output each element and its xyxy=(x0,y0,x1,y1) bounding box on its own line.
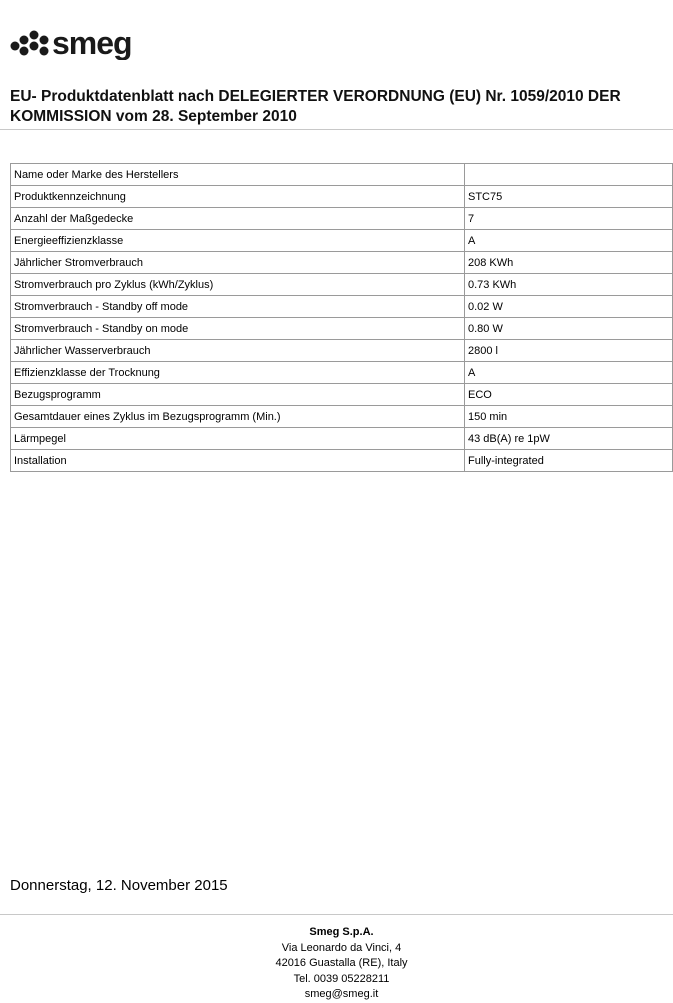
spec-value: 150 min xyxy=(465,406,673,428)
spec-label: Anzahl der Maßgedecke xyxy=(11,208,465,230)
phone-number: Tel. 0039 05228211 xyxy=(293,972,390,985)
table-row xyxy=(11,274,673,296)
spec-value: 0.02 W xyxy=(465,296,673,318)
table-row xyxy=(11,208,673,230)
address-city: 42016 Guastalla (RE), Italy xyxy=(275,957,408,969)
spec-label: Stromverbrauch - Standby on mode xyxy=(11,318,465,340)
spec-value: A xyxy=(465,362,673,384)
table-row xyxy=(11,406,673,428)
table-row xyxy=(11,362,673,384)
page-title: EU- Produktdatenblatt nach DELEGIERTER VERORDNUNG (EU) Nr. 1059/2010 DER KOMMISSION vom 28. September 2010 xyxy=(10,88,621,125)
spec-label: Stromverbrauch pro Zyklus (kWh/Zyklus) xyxy=(11,274,465,296)
email-address: smeg@smeg.it xyxy=(304,988,379,1000)
spec-label: Energieeffizienzklasse xyxy=(11,230,465,252)
table-row xyxy=(11,384,673,406)
spec-value: 0.73 KWh xyxy=(465,274,673,296)
spec-label: Jährlicher Wasserverbrauch xyxy=(11,340,465,362)
document-date: Donnerstag, 12. November 2015 xyxy=(10,877,228,894)
spec-value xyxy=(465,164,673,186)
spec-value: STC75 xyxy=(465,186,673,208)
spec-label: Installation xyxy=(11,450,465,472)
spec-label: Lärmpegel xyxy=(11,428,465,450)
spec-value: 2800 l xyxy=(465,340,673,362)
spec-label: Bezugsprogramm xyxy=(11,384,465,406)
table-row xyxy=(11,318,673,340)
spec-value: 7 xyxy=(465,208,673,230)
spec-value: 43 dB(A) re 1pW xyxy=(465,428,673,450)
smeg-logo xyxy=(10,26,160,60)
table-row xyxy=(11,450,673,472)
spec-label: Jährlicher Stromverbrauch xyxy=(11,252,465,274)
footer-divider xyxy=(0,914,673,915)
spec-label: Gesamtdauer eines Zyklus im Bezugsprogramm (Min.) xyxy=(11,406,465,428)
spec-label: Name oder Marke des Herstellers xyxy=(11,164,465,186)
product-data-table xyxy=(10,163,673,472)
company-footer xyxy=(0,925,673,1003)
spec-value: ECO xyxy=(465,384,673,406)
address-street: Via Leonardo da Vinci, 4 xyxy=(281,941,402,954)
company-name: Smeg S.p.A. xyxy=(309,926,374,938)
table-row xyxy=(11,340,673,362)
header-divider xyxy=(0,129,673,130)
table-row xyxy=(11,186,673,208)
table-row xyxy=(11,164,673,186)
spec-label: Effizienzklasse der Trocknung xyxy=(11,362,465,384)
spec-label: Stromverbrauch - Standby off mode xyxy=(11,296,465,318)
table-row xyxy=(11,252,673,274)
spec-value: Fully-integrated xyxy=(465,450,673,472)
spec-value: 0.80 W xyxy=(465,318,673,340)
logo-wordmark: smeg xyxy=(52,26,132,60)
spec-value: 208 KWh xyxy=(465,252,673,274)
table-row xyxy=(11,428,673,450)
spec-value: A xyxy=(465,230,673,252)
table-row xyxy=(11,296,673,318)
table-row xyxy=(11,230,673,252)
spec-label: Produktkennzeichnung xyxy=(11,186,465,208)
